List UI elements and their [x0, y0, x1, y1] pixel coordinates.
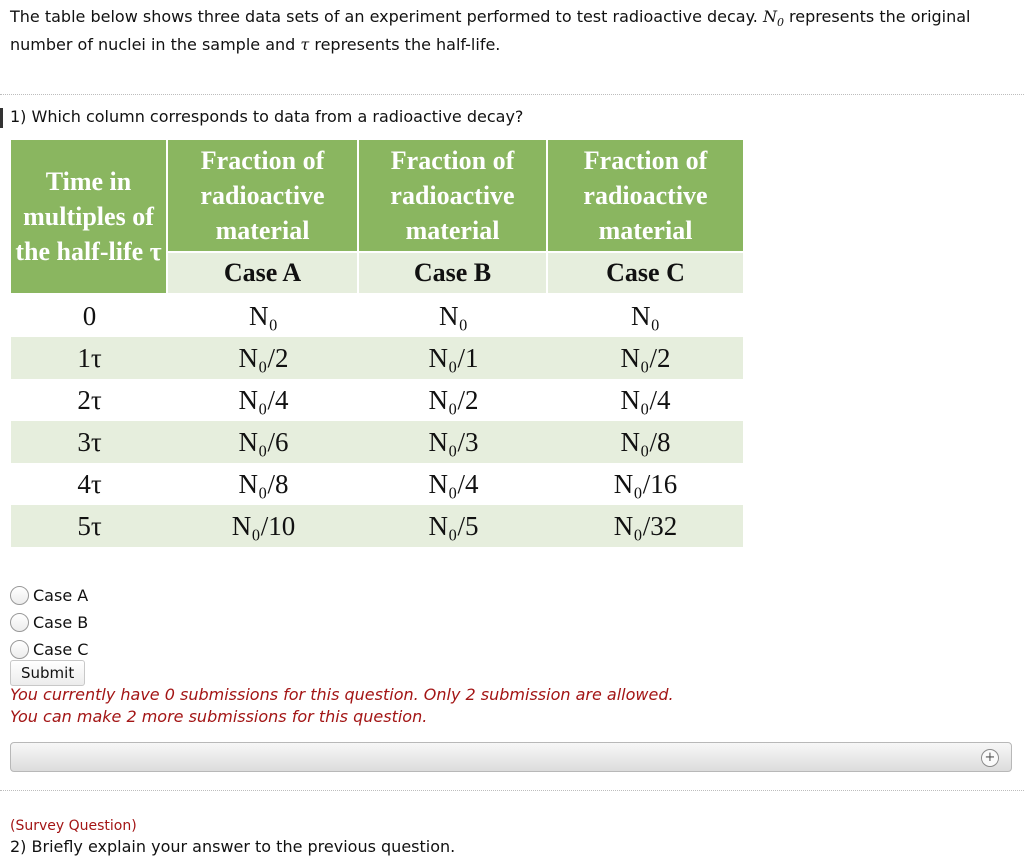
submit-button[interactable]: Submit	[10, 660, 85, 686]
header-case-c: Fraction of radioactive material	[548, 140, 743, 251]
case-b-cell: N₀/4	[428, 468, 479, 499]
decay-data-table	[11, 140, 743, 547]
header-case-a: Fraction of radioactive material	[168, 140, 359, 251]
case-a-cell: N₀/10	[231, 510, 296, 541]
case-c-cell: N₀/8	[620, 426, 671, 457]
choice-case-a[interactable]	[10, 582, 88, 609]
table-row	[11, 379, 743, 421]
table-row	[11, 295, 743, 337]
expandable-panel[interactable]	[10, 742, 1012, 772]
case-c-cell: N₀/32	[613, 510, 678, 541]
remaining-submissions: You can make 2 more submissions for this question.	[10, 707, 428, 726]
table-row	[11, 421, 743, 463]
choice-case-b[interactable]	[10, 609, 88, 636]
table-row	[11, 505, 743, 547]
answer-choices	[10, 582, 88, 663]
intro-text	[10, 6, 1015, 56]
time-cell: 4τ	[77, 468, 102, 499]
case-c-cell: N₀/16	[613, 468, 678, 499]
tau-symbol: τ	[300, 35, 310, 55]
divider	[0, 94, 1024, 95]
intro-part2: represents the original number of nuclei in the sample and	[10, 7, 971, 55]
time-cell: 3τ	[77, 426, 102, 457]
time-cell: 0	[82, 300, 97, 331]
case-b-cell: N₀/5	[428, 510, 479, 541]
radio-case-b[interactable]	[10, 613, 29, 632]
case-c-label: Case C	[548, 251, 743, 293]
time-cell: 1τ	[77, 342, 102, 373]
case-b-cell: N₀/1	[428, 342, 479, 373]
case-c-cell: N₀	[631, 300, 660, 331]
radio-case-a[interactable]	[10, 586, 29, 605]
case-a-cell: N₀	[249, 300, 278, 331]
case-c-cell: N₀/4	[620, 384, 671, 415]
submission-status: You currently have 0 submissions for this question. Only 2 submission are allowed.	[10, 685, 674, 704]
choice-label: Case A	[33, 586, 89, 605]
case-a-label: Case A	[168, 251, 359, 293]
choice-case-c[interactable]	[10, 636, 88, 663]
radio-case-c[interactable]	[10, 640, 29, 659]
case-a-cell: N₀/2	[238, 342, 289, 373]
choice-label: Case B	[33, 613, 89, 632]
case-c-cell: N₀/2	[620, 342, 671, 373]
table-row	[11, 463, 743, 505]
intro-part1: The table below shows three data sets of an experiment performed to test radioactive decay.	[10, 7, 763, 26]
table-row	[11, 337, 743, 379]
choice-label: Case C	[33, 640, 89, 659]
intro-part3: represents the half-life.	[309, 35, 501, 55]
question-marker	[0, 108, 3, 128]
header-time: Time in multiples of the half-life τ	[11, 140, 168, 293]
case-a-cell: N₀/6	[238, 426, 289, 457]
plus-circle-icon[interactable]: +	[981, 749, 999, 767]
survey-label: (Survey Question)	[10, 818, 137, 834]
divider	[0, 790, 1024, 791]
case-b-cell: N₀	[439, 300, 468, 331]
time-cell: 5τ	[77, 510, 102, 541]
question-1-text: 1) Which column corresponds to data from a radioactive decay?	[10, 107, 524, 126]
case-a-cell: N₀/8	[238, 468, 289, 499]
case-b-cell: N₀/2	[428, 384, 479, 415]
case-b-label: Case B	[359, 251, 548, 293]
n0-symbol: $N_0$	[762, 7, 784, 30]
time-cell: 2τ	[77, 384, 102, 415]
question-2-text: 2) Briefly explain your answer to the previous question.	[10, 837, 456, 856]
header-case-b: Fraction of radioactive material	[359, 140, 548, 251]
case-b-cell: N₀/3	[428, 426, 479, 457]
case-a-cell: N₀/4	[238, 384, 289, 415]
